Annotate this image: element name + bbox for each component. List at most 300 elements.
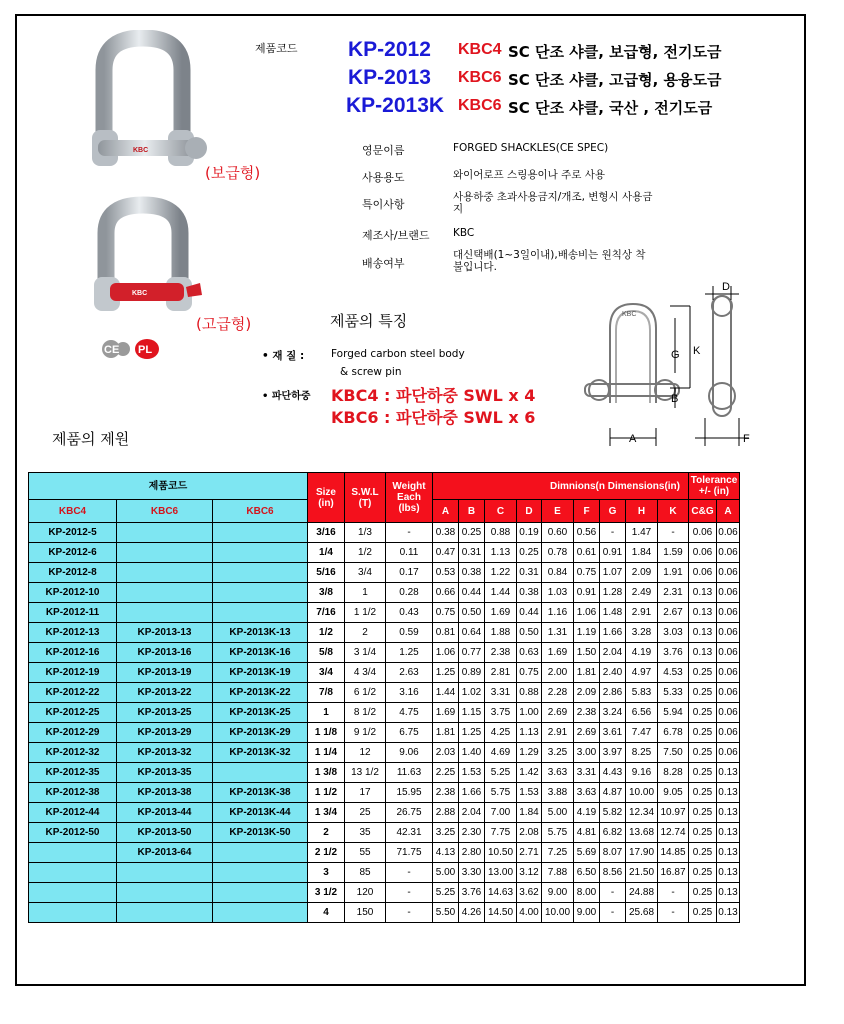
code-kbc6-k: KP-2013K-25 [213, 703, 308, 723]
size-cell: 5/16 [308, 563, 345, 583]
dim-cell-b: 2.04 [459, 803, 485, 823]
code-kbc6-k [213, 523, 308, 543]
tol-cell: 0.06 [717, 623, 740, 643]
tol-cell: 0.25 [689, 903, 717, 923]
size-cell: 3/8 [308, 583, 345, 603]
tol-cell: 0.25 [689, 743, 717, 763]
dim-cell-e: 0.60 [542, 523, 574, 543]
code-kbc6: KP-2013-22 [117, 683, 213, 703]
dim-cell-e: 5.75 [542, 823, 574, 843]
code-kbc4: KP-2012-8 [29, 563, 117, 583]
dim-cell-f: 2.09 [574, 683, 600, 703]
code-kbc6-k: KP-2013K-44 [213, 803, 308, 823]
tol-cell: 0.25 [689, 783, 717, 803]
dim-cell-c: 4.69 [485, 743, 517, 763]
dim-cell-a: 4.13 [433, 843, 459, 863]
tol-cell: 0.13 [689, 643, 717, 663]
table-row [29, 643, 740, 663]
table-row [29, 683, 740, 703]
tol-cell: 0.06 [689, 563, 717, 583]
weight-cell: 2.63 [386, 663, 433, 683]
dim-cell-k: 2.67 [658, 603, 689, 623]
dim-cell-b: 0.64 [459, 623, 485, 643]
dim-cell-f: 4.19 [574, 803, 600, 823]
model-kp-2013k: KP-2013K [346, 94, 445, 117]
dim-cell-k: 1.59 [658, 543, 689, 563]
spec-table-body [29, 523, 740, 923]
dim-cell-f: 2.38 [574, 703, 600, 723]
dim-cell-g: 2.04 [600, 643, 626, 663]
premium-type-label: (고급형) [196, 315, 252, 333]
swl-cell: 1/2 [345, 543, 386, 563]
code-kbc6: KP-2013-38 [117, 783, 213, 803]
svg-text:CE: CE [104, 344, 120, 356]
dim-cell-f: 1.81 [574, 663, 600, 683]
dim-cell-e: 10.00 [542, 903, 574, 923]
dim-cell-c: 1.44 [485, 583, 517, 603]
dim-cell-k: 5.94 [658, 703, 689, 723]
features-title: 제품의 특징 [330, 312, 408, 330]
swl-cell: 85 [345, 863, 386, 883]
dim-cell-e: 2.00 [542, 663, 574, 683]
code-kbc4 [29, 863, 117, 883]
dim-cell-a: 1.06 [433, 643, 459, 663]
dim-cell-h: 5.83 [626, 683, 658, 703]
table-row [29, 843, 740, 863]
dim-cell-a: 0.75 [433, 603, 459, 623]
dim-cell-f: 1.06 [574, 603, 600, 623]
dim-cell-a: 0.47 [433, 543, 459, 563]
dim-cell-k: 4.53 [658, 663, 689, 683]
tol-cell: 0.13 [689, 623, 717, 643]
dim-cell-b: 0.50 [459, 603, 485, 623]
dim-cell-k: 2.31 [658, 583, 689, 603]
desc-line-1: SC 단조 샤클, 보급형, 전기도금 [508, 43, 722, 61]
dim-cell-d: 2.71 [517, 843, 542, 863]
weight-cell: 4.75 [386, 703, 433, 723]
dim-cell-e: 2.69 [542, 703, 574, 723]
size-cell: 1 3/8 [308, 763, 345, 783]
tol-cell: 0.06 [717, 643, 740, 663]
dim-cell-d: 1.42 [517, 763, 542, 783]
dim-cell-a: 1.69 [433, 703, 459, 723]
info-key-shipping: 배송여부 [362, 257, 405, 270]
material-line-2: & screw pin [340, 366, 402, 378]
weight-cell: 3.16 [386, 683, 433, 703]
dim-cell-g: 1.48 [600, 603, 626, 623]
dim-cell-h: 4.97 [626, 663, 658, 683]
dim-col-b: B [459, 500, 485, 523]
dim-cell-d: 0.50 [517, 623, 542, 643]
dim-cell-h: 12.34 [626, 803, 658, 823]
code-kbc6-k: KP-2013K-38 [213, 783, 308, 803]
dim-letter-k: K [693, 345, 701, 357]
dim-cell-h: 8.25 [626, 743, 658, 763]
dim-cell-a: 5.00 [433, 863, 459, 883]
dim-cell-h: 1.47 [626, 523, 658, 543]
dim-col-h: H [626, 500, 658, 523]
dim-cell-d: 3.62 [517, 883, 542, 903]
tol-cell: 0.06 [717, 603, 740, 623]
dim-cell-f: 1.19 [574, 623, 600, 643]
weight-header: Weight Each (lbs) [386, 473, 433, 523]
dim-cell-f: 3.00 [574, 743, 600, 763]
dim-cell-c: 13.00 [485, 863, 517, 883]
dim-cell-a: 2.25 [433, 763, 459, 783]
table-row [29, 803, 740, 823]
dim-cell-b: 1.53 [459, 763, 485, 783]
code-kbc6: KP-2013-16 [117, 643, 213, 663]
swl-cell: 35 [345, 823, 386, 843]
code-kbc6-k: KP-2013K-19 [213, 663, 308, 683]
dim-letter-a: A [629, 433, 637, 445]
dim-cell-e: 9.00 [542, 883, 574, 903]
code-kbc4 [29, 883, 117, 903]
tol-cell: 0.25 [689, 883, 717, 903]
dim-cell-k: 9.05 [658, 783, 689, 803]
tol-cell: 0.13 [717, 783, 740, 803]
tol-cell: 0.06 [717, 683, 740, 703]
dim-cell-h: 6.56 [626, 703, 658, 723]
dim-cell-h: 7.47 [626, 723, 658, 743]
desc-line-2: SC 단조 샤클, 고급형, 용융도금 [508, 71, 722, 89]
dim-cell-e: 3.63 [542, 763, 574, 783]
dim-cell-d: 1.53 [517, 783, 542, 803]
dim-cell-d: 0.25 [517, 543, 542, 563]
tol-cell: 0.25 [689, 703, 717, 723]
dim-cell-c: 1.69 [485, 603, 517, 623]
spec-table [28, 472, 740, 923]
swl-cell: 12 [345, 743, 386, 763]
grade-col-kbc4: KBC4 [29, 500, 117, 523]
ce-mark-icon [101, 339, 131, 359]
size-cell: 1 [308, 703, 345, 723]
code-kbc4: KP-2012-19 [29, 663, 117, 683]
table-row [29, 583, 740, 603]
size-cell: 3 1/2 [308, 883, 345, 903]
tol-cell: 0.06 [717, 583, 740, 603]
table-title: 제품코드 [29, 473, 308, 500]
weight-cell: 26.75 [386, 803, 433, 823]
tol-cell: 0.06 [717, 743, 740, 763]
weight-cell: - [386, 863, 433, 883]
size-cell: 2 1/2 [308, 843, 345, 863]
code-kbc6 [117, 903, 213, 923]
dim-cell-c: 5.25 [485, 763, 517, 783]
tol-cell: 0.13 [717, 823, 740, 843]
dim-cell-g: 8.07 [600, 843, 626, 863]
dim-cell-b: 1.40 [459, 743, 485, 763]
tol-cell: 0.25 [689, 763, 717, 783]
tol-cell: 0.13 [717, 883, 740, 903]
desc-line-3: SC 단조 샤클, 국산 , 전기도금 [508, 99, 713, 117]
code-kbc6-k: KP-2013K-32 [213, 743, 308, 763]
dim-cell-g: 6.82 [600, 823, 626, 843]
swl-cell: 2 [345, 623, 386, 643]
swl-cell: 25 [345, 803, 386, 823]
tol-cell: 0.13 [689, 583, 717, 603]
tol-cell: 0.13 [717, 903, 740, 923]
dim-cell-b: 4.26 [459, 903, 485, 923]
dim-cell-a: 2.03 [433, 743, 459, 763]
tol-cell: 0.06 [717, 543, 740, 563]
table-row [29, 563, 740, 583]
dim-cell-g: 1.07 [600, 563, 626, 583]
info-key-name: 영문이름 [362, 144, 405, 157]
basic-shackle-image [88, 30, 213, 170]
code-kbc6: KP-2013-25 [117, 703, 213, 723]
size-cell: 5/8 [308, 643, 345, 663]
dim-cell-g: - [600, 903, 626, 923]
dim-cell-h: 2.91 [626, 603, 658, 623]
grade-line-1: KBC4 [458, 41, 502, 58]
dim-cell-g: 1.28 [600, 583, 626, 603]
kbc6-break-load: KBC6 : 파단하중 SWL x 6 [331, 408, 536, 427]
code-kbc6: KP-2013-64 [117, 843, 213, 863]
dim-cell-k: 14.85 [658, 843, 689, 863]
code-kbc6 [117, 863, 213, 883]
spec-table-head [29, 473, 740, 523]
code-kbc6: KP-2013-44 [117, 803, 213, 823]
tol-cell: 0.06 [717, 523, 740, 543]
dim-cell-g: - [600, 883, 626, 903]
dim-cell-a: 1.25 [433, 663, 459, 683]
tol-cell: 0.25 [689, 863, 717, 883]
swl-cell: 150 [345, 903, 386, 923]
table-row [29, 543, 740, 563]
material-key: • 재 질 : [262, 350, 305, 362]
dim-cell-c: 3.75 [485, 703, 517, 723]
tol-cell: 0.13 [717, 763, 740, 783]
dim-cell-g: 8.56 [600, 863, 626, 883]
dim-cell-e: 5.00 [542, 803, 574, 823]
dim-cell-a: 0.66 [433, 583, 459, 603]
size-cell: 7/8 [308, 683, 345, 703]
dim-cell-a: 1.44 [433, 683, 459, 703]
dim-cell-c: 0.88 [485, 523, 517, 543]
dim-cell-k: 10.97 [658, 803, 689, 823]
dim-cell-k: 6.78 [658, 723, 689, 743]
code-kbc4: KP-2012-22 [29, 683, 117, 703]
swl-cell: 55 [345, 843, 386, 863]
dim-cell-a: 3.25 [433, 823, 459, 843]
table-row [29, 523, 740, 543]
dim-cell-h: 13.68 [626, 823, 658, 843]
swl-header: S.W.L (T) [345, 473, 386, 523]
dim-cell-h: 3.28 [626, 623, 658, 643]
dim-cell-f: 8.00 [574, 883, 600, 903]
size-cell: 1 3/4 [308, 803, 345, 823]
dim-cell-c: 10.50 [485, 843, 517, 863]
dim-cell-h: 9.16 [626, 763, 658, 783]
dim-cell-g: - [600, 523, 626, 543]
code-kbc6-k [213, 763, 308, 783]
product-code-label: 제품코드 [255, 42, 298, 55]
tol-cell: 0.06 [689, 523, 717, 543]
dim-col-c: C [485, 500, 517, 523]
dim-cell-f: 0.61 [574, 543, 600, 563]
tol-cell: 0.13 [689, 603, 717, 623]
swl-cell: 120 [345, 883, 386, 903]
code-kbc6-k [213, 883, 308, 903]
dim-col-d: D [517, 500, 542, 523]
dim-cell-h: 1.84 [626, 543, 658, 563]
table-row [29, 883, 740, 903]
dimensions-title: 제품의 제원 [52, 430, 130, 448]
dim-cell-e: 2.28 [542, 683, 574, 703]
swl-cell: 6 1/2 [345, 683, 386, 703]
grade-col-kbc6-k: KBC6 [213, 500, 308, 523]
swl-cell: 13 1/2 [345, 763, 386, 783]
dim-cell-d: 1.84 [517, 803, 542, 823]
code-kbc4: KP-2012-13 [29, 623, 117, 643]
code-kbc4 [29, 903, 117, 923]
dim-cell-f: 4.81 [574, 823, 600, 843]
weight-cell: 0.43 [386, 603, 433, 623]
dim-cell-g: 2.40 [600, 663, 626, 683]
dim-cell-d: 0.63 [517, 643, 542, 663]
code-kbc6-k [213, 843, 308, 863]
dim-cell-b: 3.76 [459, 883, 485, 903]
basic-brand-mark: KBC [133, 147, 149, 154]
tol-cell: 0.25 [689, 683, 717, 703]
dim-cell-e: 3.25 [542, 743, 574, 763]
code-kbc4: KP-2012-32 [29, 743, 117, 763]
table-row [29, 663, 740, 683]
dim-cell-d: 3.12 [517, 863, 542, 883]
size-cell: 4 [308, 903, 345, 923]
weight-cell: 0.28 [386, 583, 433, 603]
dim-cell-b: 1.02 [459, 683, 485, 703]
tolerance-header: Tolerance +/- (in) [689, 473, 740, 500]
dim-cell-f: 0.91 [574, 583, 600, 603]
dim-cell-h: 2.09 [626, 563, 658, 583]
dim-cell-e: 7.25 [542, 843, 574, 863]
dim-cell-c: 1.13 [485, 543, 517, 563]
code-kbc4: KP-2012-6 [29, 543, 117, 563]
dim-cell-k: - [658, 523, 689, 543]
info-value-shipping: 대신택배(1~3일이내),배송비는 원칙상 착불입니다. [453, 249, 646, 273]
dim-cell-f: 9.00 [574, 903, 600, 923]
code-kbc6: KP-2013-19 [117, 663, 213, 683]
weight-cell: 6.75 [386, 723, 433, 743]
code-kbc4: KP-2012-44 [29, 803, 117, 823]
tol-cell: 0.13 [717, 803, 740, 823]
dim-cell-h: 25.68 [626, 903, 658, 923]
info-key-brand: 제조사/브랜드 [362, 229, 430, 242]
table-row [29, 903, 740, 923]
table-row [29, 783, 740, 803]
dim-cell-c: 3.31 [485, 683, 517, 703]
dim-cell-d: 0.88 [517, 683, 542, 703]
code-kbc6-k [213, 863, 308, 883]
weight-cell: 9.06 [386, 743, 433, 763]
dim-cell-b: 0.38 [459, 563, 485, 583]
dim-cell-b: 1.66 [459, 783, 485, 803]
code-kbc4: KP-2012-38 [29, 783, 117, 803]
info-value-notes: 사용하중 초과사용금지/개조, 변형시 사용금지 [453, 191, 653, 215]
size-cell: 3/4 [308, 663, 345, 683]
dim-cell-d: 1.00 [517, 703, 542, 723]
dim-cell-f: 6.50 [574, 863, 600, 883]
dim-cell-c: 5.75 [485, 783, 517, 803]
dim-cell-g: 4.87 [600, 783, 626, 803]
dim-cell-b: 3.30 [459, 863, 485, 883]
dim-cell-e: 3.88 [542, 783, 574, 803]
dim-cell-d: 0.44 [517, 603, 542, 623]
size-cell: 1/2 [308, 623, 345, 643]
tol-cell: 0.25 [689, 723, 717, 743]
weight-cell: 0.11 [386, 543, 433, 563]
table-row [29, 743, 740, 763]
dim-cell-a: 2.38 [433, 783, 459, 803]
swl-cell: 3/4 [345, 563, 386, 583]
dim-cell-e: 7.88 [542, 863, 574, 883]
tol-cell: 0.25 [689, 823, 717, 843]
size-cell: 1 1/4 [308, 743, 345, 763]
dim-cell-b: 0.77 [459, 643, 485, 663]
dim-cell-g: 5.82 [600, 803, 626, 823]
svg-text:PL: PL [138, 344, 153, 356]
grade-line-3: KBC6 [458, 97, 502, 114]
code-kbc6-k [213, 563, 308, 583]
dim-cell-g: 3.61 [600, 723, 626, 743]
size-header: Size (in) [308, 473, 345, 523]
dim-cell-k: 12.74 [658, 823, 689, 843]
dim-cell-k: 16.87 [658, 863, 689, 883]
code-kbc4: KP-2012-25 [29, 703, 117, 723]
dim-cell-h: 10.00 [626, 783, 658, 803]
material-line-1: Forged carbon steel body [331, 348, 465, 360]
dim-cell-c: 4.25 [485, 723, 517, 743]
code-kbc4: KP-2012-10 [29, 583, 117, 603]
tol-cell: 0.13 [717, 863, 740, 883]
dim-letter-d: D [722, 281, 730, 293]
model-kp-2012: KP-2012 [348, 38, 431, 61]
dimension-diagram [565, 278, 790, 453]
dim-cell-g: 2.86 [600, 683, 626, 703]
dim-cell-e: 0.84 [542, 563, 574, 583]
dim-cell-d: 0.75 [517, 663, 542, 683]
weight-cell: 71.75 [386, 843, 433, 863]
dim-cell-c: 7.00 [485, 803, 517, 823]
table-row [29, 603, 740, 623]
code-kbc4: KP-2012-11 [29, 603, 117, 623]
dim-cell-a: 0.38 [433, 523, 459, 543]
swl-cell: 1 [345, 583, 386, 603]
dim-col-g: G [600, 500, 626, 523]
size-cell: 7/16 [308, 603, 345, 623]
dim-cell-h: 4.19 [626, 643, 658, 663]
dim-cell-c: 2.38 [485, 643, 517, 663]
swl-cell: 3 1/4 [345, 643, 386, 663]
dim-cell-b: 1.15 [459, 703, 485, 723]
code-kbc6-k: KP-2013K-50 [213, 823, 308, 843]
dim-cell-d: 2.08 [517, 823, 542, 843]
dim-cell-c: 7.75 [485, 823, 517, 843]
dim-cell-h: 24.88 [626, 883, 658, 903]
dim-cell-f: 0.75 [574, 563, 600, 583]
grade-col-kbc6: KBC6 [117, 500, 213, 523]
swl-cell: 4 3/4 [345, 663, 386, 683]
code-kbc6: KP-2013-32 [117, 743, 213, 763]
swl-cell: 8 1/2 [345, 703, 386, 723]
weight-cell: 1.25 [386, 643, 433, 663]
dim-cell-b: 2.30 [459, 823, 485, 843]
basic-type-label: (보급형) [205, 164, 261, 182]
tol-cell: 0.25 [689, 803, 717, 823]
weight-cell: - [386, 883, 433, 903]
